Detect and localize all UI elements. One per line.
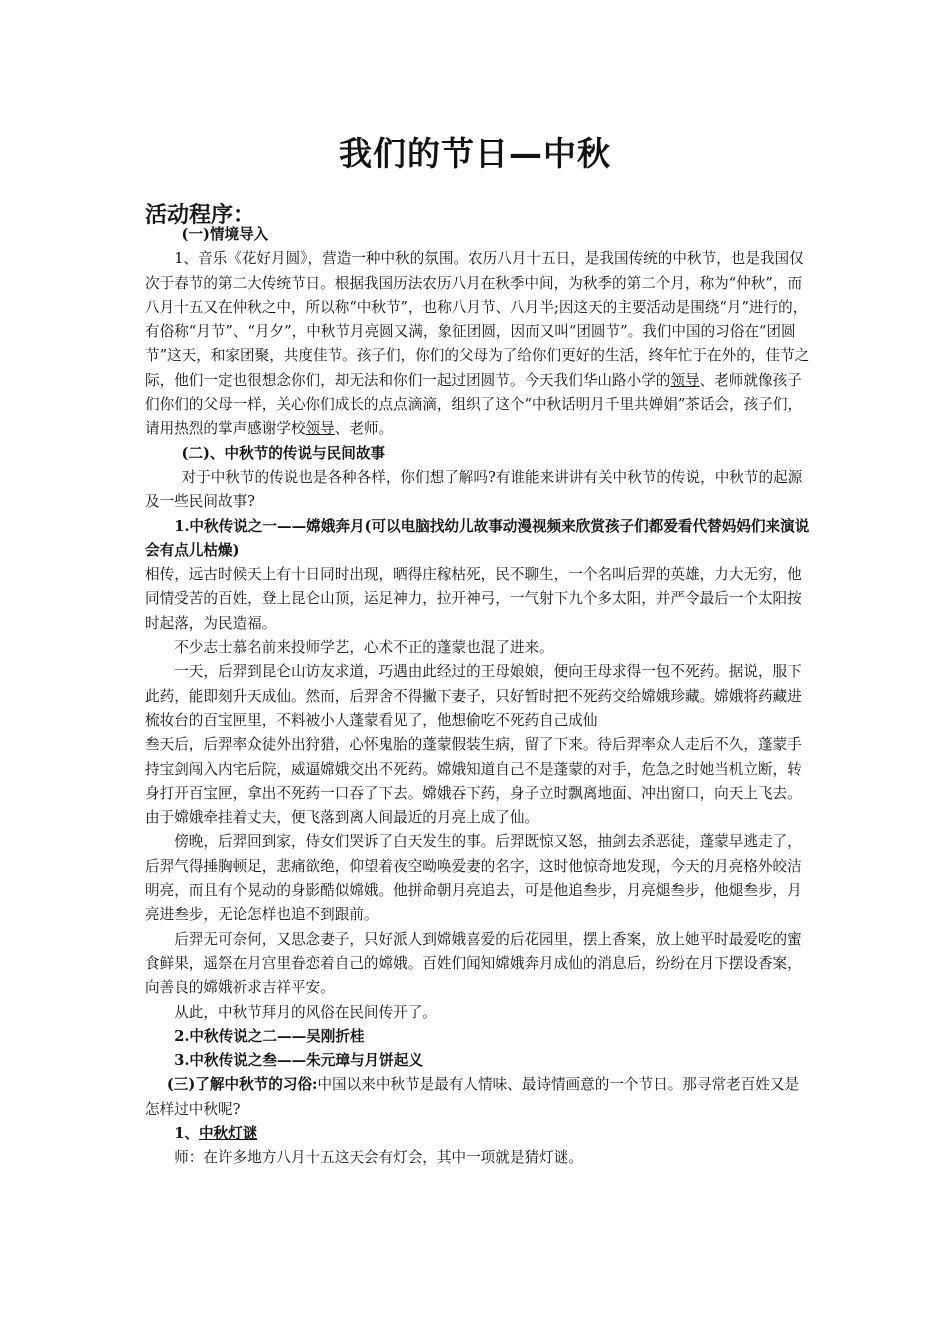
custom-item-1: [145, 1122, 810, 1146]
section-1-paragraph: [145, 247, 810, 441]
legend-1-paragraph: 不少志士慕名前来投师学艺，心术不正的蓬蒙也混了进来。: [174, 639, 554, 657]
section-3-paragraph: [145, 1073, 810, 1122]
leader-link[interactable]: 领导: [305, 420, 335, 438]
legend-1-paragraph: 后羿无可奈何，又思念妻子，只好派人到嫦娥喜爱的后花园里，摆上香案，放上她平时最爱吃的蜜食鲜果，遥祭在月宫里眷恋着自己的嫦娥。百姓们闻知嫦娥奔月成仙的消息后，纷纷在月下摆设香案，向善良的嫦娥祈求吉祥平安。: [145, 930, 802, 997]
section-3-title: (三)了解中秋节的习俗:: [166, 1076, 318, 1094]
section-2-intro: 对于中秋节的传说也是各种各样，你们想了解吗?有谁能来讲讲有关中秋节的传说，中秋节的起源及一些民间故事?: [145, 468, 803, 511]
section-1-title: (一)情境导入: [181, 226, 269, 243]
item-number: 1、: [174, 1124, 199, 1142]
legend-3-title: 3.中秋传说之叁——朱元璋与月饼起义: [174, 1052, 423, 1070]
legend-1-paragraph: 叁天后，后羿率众徒外出狩猎，心怀鬼胎的蓬蒙假装生病，留了下来。待后羿率众人走后不久，蓬蒙手持宝剑闯入内宅后院，威逼嫦娥交出不死药。嫦娥知道自己不是蓬蒙的对手，危急之时她当机立断，转身打开百宝匣，拿出不死药一口吞了下去。嫦娥吞下药，身子立时飘离地面、冲出窗口，向天上飞去。由于嫦娥牵挂着丈夫，便飞落到离人间最近的月亮上成了仙。: [145, 736, 802, 827]
legend-1-paragraph: 从此，中秋节拜月的风俗在民间传开了。: [174, 1003, 437, 1021]
activity-heading: 活动程序：: [145, 203, 256, 228]
legend-1-paragraph: 一天，后羿到昆仑山访友求道，巧遇由此经过的王母娘娘，便向王母求得一包不死药。据说，服下此药，能即刻升天成仙。然而，后羿舍不得撇下妻子，只好暂时把不死药交给嫦娥珍藏。嫦娥将药藏进梳妆台的百宝匣里，不料被小人蓬蒙看见了，他想偷吃不死药自己成仙: [145, 663, 802, 729]
legend-1-paragraph: 相传，远古时候天上有十日同时出现，晒得庄稼枯死，民不聊生，一个名叫后羿的英雄，力大无穷，他同情受苦的百姓，登上昆仑山顶，运足神力，拉开神弓，一气射下九个多太阳，并严令最后一个太阳按时起落，为民造福。: [145, 566, 802, 632]
legend-1-paragraph: 傍晚，后羿回到家，侍女们哭诉了白天发生的事。后羿既惊又怒，抽剑去杀恶徒，蓬蒙早逃走了，后羿气得捶胸顿足，悲痛欲绝，仰望着夜空呦唤爱妻的名字，这时他惊奇地发现，今天的月亮格外皎洁明亮，而且有个晃动的身影酷似嫦娥。他拼命朝月亮追去，可是他追叁步，月亮煺叁步，他煺叁步，月亮进叁步，无论怎样也追不到跟前。: [145, 833, 802, 924]
lantern-riddle-link[interactable]: 中秋灯谜: [198, 1124, 258, 1142]
legend-1-title: 1.中秋传说之一——嫦娥奔月(可以电脑找幼儿故事动漫视频来欣赏孩子们都爱看代替妈妈们来演说会有点儿枯燥): [145, 517, 810, 559]
document-body: [145, 223, 810, 1171]
document-title: 我们的节日—中秋: [339, 134, 611, 173]
paragraph-text: 、老师就像孩子们你们的父母一样，关心你们成长的点点滴滴，组织了这个“中秋话明月千里共婵娟”茶话会，孩子们，请用热烈的掌声感谢学校: [145, 371, 803, 438]
paragraph-text: 、老师。: [334, 420, 394, 438]
legend-2-title: 2.中秋传说之二——吴刚折桂: [174, 1027, 365, 1045]
leader-link[interactable]: 领导: [670, 371, 700, 389]
teacher-line: 师：在许多地方八月十五这天会有灯会，其中一项就是猜灯谜。: [174, 1149, 583, 1167]
section-3-text: 中国以来中秋节是最有人情味、最诗情画意的一个节日。那寻常老百姓又是怎样过中秋呢?: [145, 1076, 800, 1118]
paragraph-text: 1、音乐《花好月圆》，营造一种中秋的氛围。农历八月十五日，是我国传统的中秋节，也是我国仅次于春节的第二大传统节日。根据我国历法农历八月在秋季中间，为秋季的第二个月，称为“仲秋”，而八月十五又在仲秋之中，所以称“中秋节”，也称八月节、八月半;因这天的主要活动是围绕“月”进行的，有俗称“月节”、“月夕”，中秋节月亮圆又满，象征团圆，因而又叫“团圆节”。我们中国的习俗在“团圆节”这天，和家团聚，共度佳节。孩子们，你们的父母为了给你们更好的生活，终年忙于在外的，佳节之际，他们一定也很想念你们，却无法和你们一起过团圆节。今天我们华山路小学的: [145, 250, 810, 389]
section-2-title: (二)、中秋节的传说与民间故事: [181, 444, 386, 462]
